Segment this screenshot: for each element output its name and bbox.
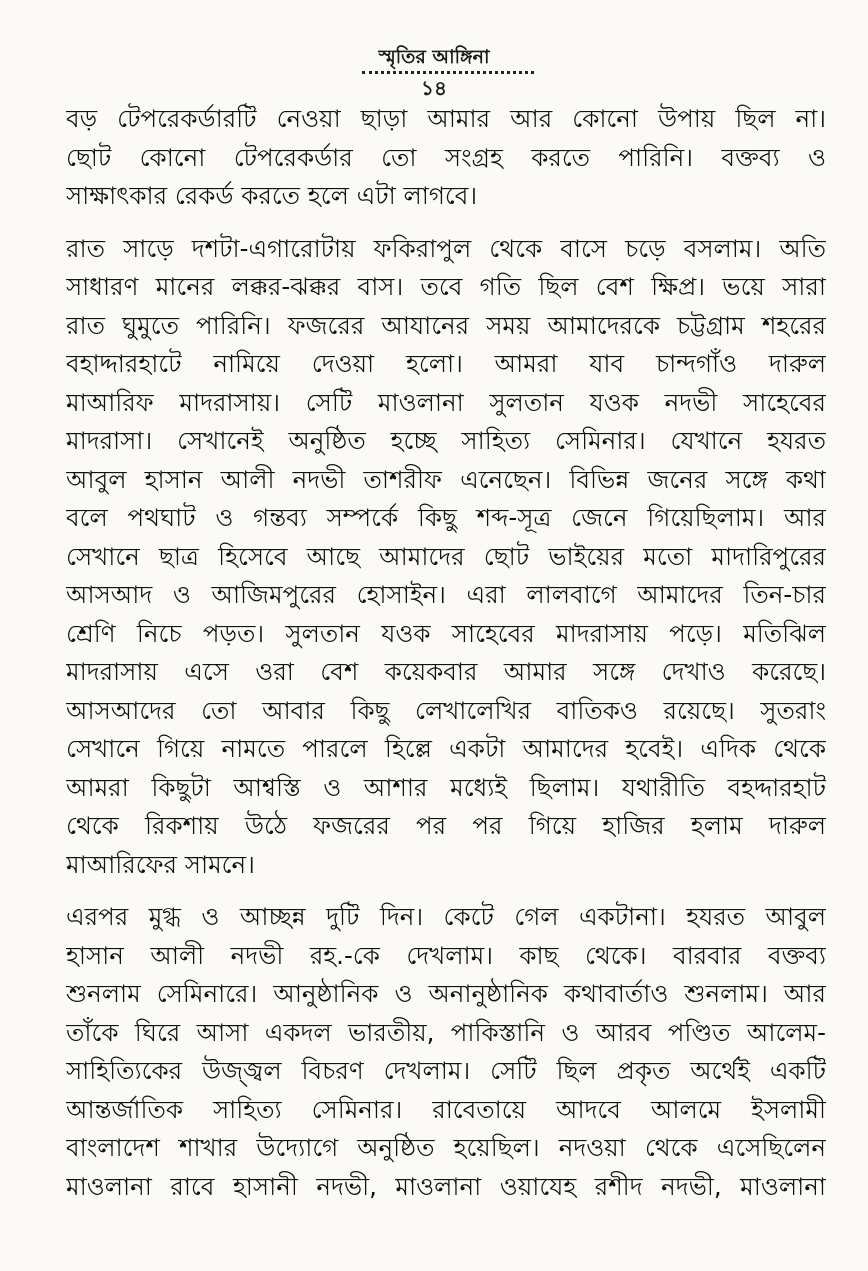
text-line: মাদরাসা। সেখানেই অনুষ্ঠিত হচ্ছে সাহিত্য সেমিনার। যেখানে হযরত	[66, 426, 826, 455]
text-line: মাআরিফ মাদরাসায়। সেটি মাওলানা সুলতান যওক নদভী সাহেবের	[66, 387, 826, 417]
text-line: আবুল হাসান আলী নদভী তাশরীফ এনেছেন। বিভিন্ন জনের সঙ্গে কথা	[66, 464, 826, 494]
text-line: বলে পথঘাট ও গন্তব্য সম্পর্কে কিছু শব্দ-সূত্র জেনে গিয়েছিলাম। আর	[66, 503, 826, 532]
text-line: মাদরাসায় এসে ওরা বেশ কয়েকবার আমার সঙ্গে দেখাও করেছে।	[66, 657, 826, 686]
text-line: সাধারণ মানের লক্কর-ঝক্কর বাস। তবে গতি ছিল বেশ ক্ষিপ্র। ভয়ে সারা	[66, 272, 826, 301]
paragraph-3	[66, 898, 826, 1206]
text-line: বহাদ্দারহাটে নামিয়ে দেওয়া হলো। আমরা যাব চান্দগাঁও দারুল	[66, 349, 826, 378]
text-line: ছোট কোনো টেপরেকর্ডার তো সংগ্রহ করতে পারিনি। বক্তব্য ও	[66, 142, 826, 172]
text-line: সাক্ষাৎকার রেকর্ড করতে হলে এটা লাগবে।	[66, 181, 478, 210]
text-line: মাওলানা রাবে হাসানী নদভী, মাওলানা ওয়াযেহ রশীদ নদভী, মাওলানা	[66, 1171, 826, 1201]
text-line: আমরা কিছুটা আশ্বস্তি ও আশার মধ্যেই ছিলাম। যথারীতি বহদ্দারহাট	[66, 772, 826, 802]
page-number: ১৪	[421, 76, 447, 100]
dotted-header-rule	[362, 71, 534, 74]
text-line: শুনলাম সেমিনারে। আনুষ্ঠানিক ও অনানুষ্ঠানিক কথাবার্তাও শুনলাম। আর	[66, 979, 826, 1008]
text-line: সেখানে গিয়ে নামতে পারলে হিল্লে একটা আমাদের হবেই। এদিক থেকে	[66, 734, 826, 763]
text-line: মাআরিফের সামনে।	[66, 849, 255, 879]
text-line: বড় টেপরেকর্ডারটি নেওয়া ছাড়া আমার আর কোনো উপায় ছিল না।	[66, 104, 826, 133]
paragraph-2	[66, 230, 826, 885]
text-line: রাত ঘুমুতে পারিনি। ফজরের আযানের সময় আমাদেরকে চট্টগ্রাম শহরের	[66, 310, 826, 340]
running-head-title: স্মৃতির আঙ্গিনা	[378, 46, 490, 68]
text-line: হাসান আলী নদভী রহ.-কে দেখলাম। কাছ থেকে। বারবার বক্তব্য	[66, 940, 826, 970]
text-line: বাংলাদেশ শাখার উদ্যোগে অনুষ্ঠিত হয়েছিল। নদওয়া থেকে এসেছিলেন	[66, 1133, 826, 1162]
text-line: এরপর মুগ্ধ ও আচ্ছন্ন দুটি দিন। কেটে গেল একটানা। হযরত আবুল	[66, 902, 826, 931]
text-line: সাহিত্যিকের উজ্জ্বল বিচরণ দেখলাম। সেটি ছিল প্রকৃত অর্থেই একটি	[66, 1056, 826, 1085]
body-text	[66, 100, 826, 1206]
text-line: শ্রেণি নিচে পড়ত। সুলতান যওক সাহেবের মাদরাসায় পড়ে। মতিঝিল	[66, 618, 826, 648]
text-line: সেখানে ছাত্র হিসেবে আছে আমাদের ছোট ভাইয়ের মতো মাদারিপুরের	[66, 541, 826, 571]
text-line: আসআদের তো আবার কিছু লেখালেখির বাতিকও রয়েছে। সুতরাং	[66, 695, 826, 725]
paragraph-1	[66, 100, 826, 216]
text-line: তাঁকে ঘিরে আসা একদল ভারতীয়, পাকিস্তানি ও আরব পণ্ডিত আলেম-	[66, 1017, 826, 1047]
text-line: আসআদ ও আজিমপুরের হোসাইন। এরা লালবাগে আমাদের তিন-চার	[66, 580, 826, 609]
text-line: রাত সাড়ে দশটা-এগারোটায় ফকিরাপুল থেকে বাসে চড়ে বসলাম। অতি	[66, 233, 826, 263]
text-line: আন্তর্জাতিক সাহিত্য সেমিনার। রাবেতায়ে আদবে আলমে ইসলামী	[66, 1094, 826, 1124]
text-line: থেকে রিকশায় উঠে ফজরের পর পর গিয়ে হাজির হলাম দারুল	[66, 811, 826, 840]
